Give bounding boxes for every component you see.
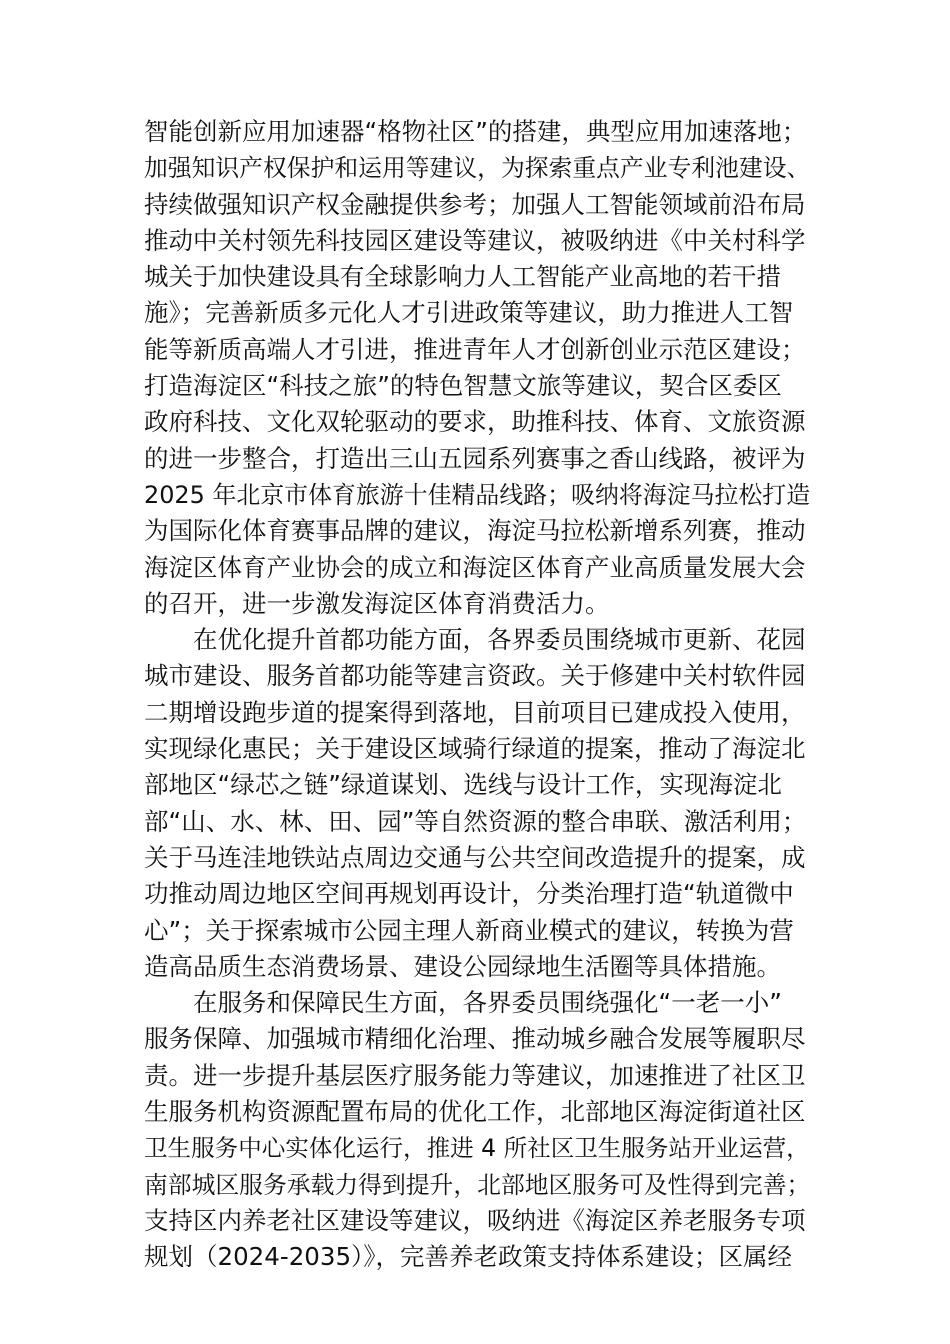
text-line: 的召开，进一步激发海淀区体育消费活力。 [144, 588, 610, 618]
text-line: 部地区“绿芯之链”绿道谋划、选线与设计工作，实现海淀北 [144, 770, 782, 800]
text-line: 2025 年北京市体育旅游十佳精品线路；吸纳将海淀马拉松打造 [144, 480, 811, 509]
text-line: 规划（2024-2035）》，完善养老政策支持体系建设；区属经 [144, 1242, 793, 1272]
text-line: 支持区内养老社区建设等建议，吸纳进《海淀区养老服务专项 [144, 1205, 806, 1235]
text-line: 造高品质生态消费场景、建设公园绿地生活圈等具体措施。 [144, 951, 781, 981]
text-line: 服务保障、加强城市精细化治理、推动城乡融合发展等履职尽 [144, 1024, 806, 1054]
text-line: 海淀区体育产业协会的成立和海淀区体育产业高质量发展大会 [144, 552, 806, 582]
paragraph-start-line: 在服务和保障民生方面，各界委员围绕强化“一老一小” [144, 988, 782, 1018]
text-line: 打造海淀区“科技之旅”的特色智慧文旅等建议，契合区委区 [144, 371, 782, 401]
text-line: 卫生服务中心实体化运行，推进 4 所社区卫生服务站开业运营， [144, 1134, 810, 1163]
text-line: 城市建设、服务首都功能等建言资政。关于修建中关村软件园 [144, 661, 806, 691]
text-line: 实现绿化惠民；关于建设区域骑行绿道的提案，推动了海淀北 [144, 734, 806, 764]
paragraph-start-line: 在优化提升首都功能方面，各界委员围绕城市更新、花园 [144, 625, 806, 655]
text-line: 生服务机构资源配置布局的优化工作，北部地区海淀街道社区 [144, 1097, 806, 1127]
text-line: 持续做强知识产权金融提供参考；加强人工智能领域前沿布局 [144, 189, 806, 219]
text-line: 施》；完善新质多元化人才引进政策等建议，助力推进人工智 [144, 298, 794, 328]
text-line: 部“山、水、林、田、园”等自然资源的整合串联、激活利用； [144, 806, 807, 836]
text-line: 城关于加快建设具有全球影响力人工智能产业高地的若干措 [144, 262, 781, 292]
text-line: 责。进一步提升基层医疗服务能力等建议，加速推进了社区卫 [144, 1060, 806, 1090]
text-line: 政府科技、文化双轮驱动的要求，助推科技、体育、文旅资源 [144, 407, 806, 437]
text-line: 能等新质高端人才引进，推进青年人才创新创业示范区建设； [144, 334, 806, 364]
text-line: 为国际化体育赛事品牌的建议，海淀马拉松新增系列赛，推动 [144, 516, 806, 546]
text-line: 智能创新应用加速器“格物社区”的搭建，典型应用加速落地； [144, 117, 807, 146]
text-line: 南部城区服务承载力得到提升，北部地区服务可及性得到完善； [144, 1170, 811, 1199]
text-line: 推动中关村领先科技园区建设等建议，被吸纳进《中关村科学 [144, 225, 806, 255]
text-line: 功推动周边地区空间再规划再设计，分类治理打造“轨道微中 [144, 879, 794, 909]
text-line: 二期增设跑步道的提案得到落地，目前项目已建成投入使用， [144, 697, 806, 727]
text-line: 加强知识产权保护和运用等建议，为探索重点产业专利池建设、 [144, 154, 811, 183]
text-line: 心”；关于探索城市公园主理人新商业模式的建议，转换为营 [144, 915, 794, 945]
text-line: 的进一步整合，打造出三山五园系列赛事之香山线路，被评为 [144, 443, 806, 473]
body-text [144, 114, 814, 1276]
text-line: 关于马连洼地铁站点周边交通与公共空间改造提升的提案，成 [144, 842, 806, 872]
